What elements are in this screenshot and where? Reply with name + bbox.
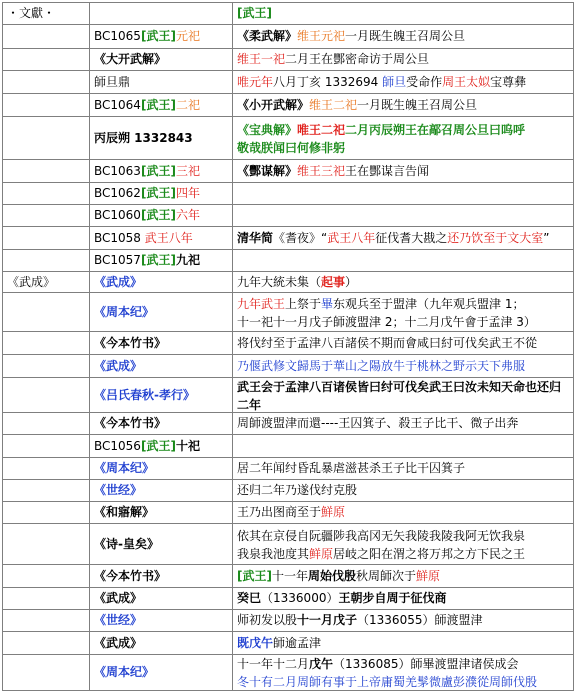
cell-text <box>237 636 321 650</box>
text-segment: BC1056 <box>94 439 141 453</box>
text-segment: 周師渡盟津而還----王囚箕子、殺王子比干、微子出奔 <box>237 416 519 430</box>
table-cell <box>2 331 90 355</box>
text-segment: （1336055）師渡盟津 <box>357 613 483 627</box>
text-segment: 三祀 <box>175 164 200 178</box>
cell-text <box>237 461 465 475</box>
text-segment: 師逾孟津 <box>273 636 322 650</box>
table-cell <box>232 457 574 480</box>
text-segment: 《武成》 <box>94 636 143 650</box>
cell-text <box>94 359 142 373</box>
table-cell <box>232 354 574 378</box>
text-segment: 周始伐殷 <box>308 569 357 583</box>
table-cell <box>232 182 574 205</box>
text-segment: 冬十有二月周師有事于上帝庸蜀羌髳微盧彭濮從周師伐殷 <box>237 675 538 689</box>
table-cell <box>2 501 90 524</box>
text-segment: 师初发以殷 <box>237 613 298 627</box>
table-cell <box>232 249 574 272</box>
table-cell <box>89 523 233 565</box>
text-segment: BC1065 <box>94 29 141 43</box>
text-segment: 《宝典解》 <box>237 123 298 137</box>
table-cell <box>89 354 233 378</box>
text-segment: 唯王二祀 <box>297 123 346 137</box>
text-segment: 征伐耆大戡之 <box>375 231 448 245</box>
text-segment: 既戊午 <box>237 636 274 650</box>
text-segment: 乃偃武修文歸馬于華山之陽放牛于桃林之野示天下弗服 <box>237 359 526 373</box>
text-segment: 居岐之阳在渭之将万邦之方下民之王 <box>333 547 526 561</box>
cell-text <box>94 569 166 583</box>
cell-text <box>94 439 200 453</box>
text-segment: 四年 <box>175 186 200 200</box>
text-segment: 东观兵至于盟津（九年观兵盟津 1； <box>333 297 525 311</box>
text-segment: 维王二祀 <box>309 98 358 112</box>
table-cell <box>232 412 574 435</box>
table-cell <box>232 48 574 71</box>
text-segment: 《武成》 <box>94 591 143 605</box>
text-segment: 依其在京侵自阮疆陟我高冈无矢我陵我陵我阿无饮我泉 <box>237 529 526 543</box>
cell-text <box>94 388 195 402</box>
text-segment: 《吕氏春秋-孝行》 <box>94 388 195 402</box>
table-cell <box>89 457 233 480</box>
table-cell <box>2 609 90 632</box>
text-segment: 维王一祀 <box>237 52 286 66</box>
cell-text <box>237 123 525 137</box>
text-segment: 十一月戊子 <box>297 613 358 627</box>
text-segment: 《今本竹书》 <box>94 336 167 350</box>
table-cell <box>232 479 574 502</box>
text-segment: 《今本竹书》 <box>94 416 167 430</box>
text-segment: 鲜原 <box>309 547 334 561</box>
table-cell <box>232 292 574 332</box>
text-segment: （1336085）師畢渡盟津诸侯成会 <box>333 657 519 671</box>
table-cell <box>2 271 90 293</box>
table-cell <box>2 292 90 332</box>
cell-text <box>237 591 446 605</box>
text-segment: 十祀 <box>175 439 200 453</box>
table-cell <box>232 331 574 355</box>
cell-text <box>237 483 357 497</box>
table-cell <box>89 609 233 632</box>
text-segment: 将伐纣至于孟津八百諸侯不期而會咸曰紂可伐矣武王不從 <box>237 336 538 350</box>
cell-text <box>237 6 272 20</box>
text-segment: 二月丙辰朔王在鄗召周公旦曰呜呼 <box>345 123 526 137</box>
cell-text <box>94 591 142 605</box>
cell-text <box>7 275 55 289</box>
table-cell <box>232 93 574 117</box>
table-cell <box>232 631 574 655</box>
table-cell <box>2 587 90 610</box>
text-segment: BC1057 <box>94 253 141 267</box>
table-cell <box>2 182 90 205</box>
cell-text <box>237 675 537 689</box>
cell-text <box>94 505 154 519</box>
table-cell <box>232 523 574 565</box>
cell-text <box>237 359 525 373</box>
table-cell <box>2 434 90 458</box>
text-segment: 八月丁亥 1332694 <box>273 75 383 89</box>
table-cell <box>89 93 233 117</box>
table-cell <box>2 24 90 49</box>
text-segment: BC1058 <box>94 231 145 245</box>
table-cell <box>2 48 90 71</box>
table-cell <box>89 564 233 588</box>
text-segment: 《酆谋解》 <box>237 164 298 178</box>
text-segment: 我泉我池度其 <box>237 547 310 561</box>
cell-text <box>94 98 200 112</box>
cell-text <box>94 305 154 319</box>
text-segment: [武王] <box>140 29 176 43</box>
text-segment: 元祀 <box>175 29 200 43</box>
text-segment: 周王太姒 <box>442 75 491 89</box>
text-segment: 十一年 <box>271 569 308 583</box>
table-cell <box>89 654 233 691</box>
table-cell <box>2 116 90 160</box>
cell-text <box>94 537 159 551</box>
text-segment: 《周本纪》 <box>94 665 155 679</box>
text-segment: 《周本纪》 <box>94 461 155 475</box>
cell-text <box>237 29 465 43</box>
text-segment: 王在酆谋言告闻 <box>345 164 430 178</box>
cell-text <box>94 461 154 475</box>
cell-text <box>94 275 142 289</box>
text-segment: 癸巳 <box>237 591 262 605</box>
text-segment: 维王三祀 <box>297 164 346 178</box>
cell-text <box>237 315 536 329</box>
text-segment: 清华简 <box>237 231 274 245</box>
table-cell <box>2 93 90 117</box>
cell-text <box>237 529 525 543</box>
table-cell <box>89 479 233 502</box>
table-cell <box>89 412 233 435</box>
table-cell <box>232 609 574 632</box>
text-segment: 武王八年 <box>144 231 193 245</box>
text-segment: 《今本竹书》 <box>94 569 167 583</box>
cell-text <box>237 336 537 350</box>
cell-text <box>237 75 526 89</box>
cell-text <box>237 613 482 627</box>
cell-text <box>237 141 345 155</box>
cell-text <box>237 657 518 671</box>
text-segment: 起事 <box>321 275 346 289</box>
text-segment: 《耆夜》 <box>273 231 322 245</box>
text-segment: 《世经》 <box>94 613 143 627</box>
table-cell <box>89 159 233 183</box>
table-cell <box>232 226 574 250</box>
text-segment: [武王] <box>140 164 176 178</box>
table-cell <box>89 587 233 610</box>
cell-text <box>94 416 166 430</box>
text-segment: 師旦鼎 <box>94 75 131 89</box>
cell-text <box>94 231 193 245</box>
table-cell <box>89 249 233 272</box>
table-cell <box>2 2 90 25</box>
table-cell <box>232 564 574 588</box>
cell-text <box>94 613 142 627</box>
cell-text <box>237 275 357 289</box>
text-segment: 十一年十二月 <box>237 657 310 671</box>
table-cell <box>2 204 90 227</box>
table-cell <box>232 434 574 458</box>
table-cell <box>232 70 574 94</box>
text-segment: 《周本纪》 <box>94 305 155 319</box>
cell-text <box>237 231 550 245</box>
table-cell <box>89 204 233 227</box>
text-segment: 宝尊彝 <box>490 75 527 89</box>
table-cell <box>89 377 233 413</box>
table-cell <box>2 226 90 250</box>
text-segment: 还归二年乃遂伐纣克殷 <box>237 483 358 497</box>
table-cell <box>89 2 233 25</box>
table-cell <box>232 24 574 49</box>
table-cell <box>2 479 90 502</box>
cell-text <box>94 75 130 89</box>
text-segment: 《世经》 <box>94 483 143 497</box>
text-segment: 《武成》 <box>94 275 143 289</box>
cell-text <box>237 297 525 311</box>
table-cell <box>2 412 90 435</box>
cell-text <box>94 131 193 145</box>
text-segment: （1336000） <box>261 591 339 605</box>
text-segment: 《小开武解》 <box>237 98 310 112</box>
table-cell <box>89 24 233 49</box>
text-segment: ・文獻・ <box>7 6 56 20</box>
text-segment: BC1062 <box>94 186 141 200</box>
text-segment: 畢 <box>321 297 334 311</box>
text-segment: 九年大統未集（ <box>237 275 322 289</box>
table-cell <box>89 631 233 655</box>
text-segment: ） <box>345 275 358 289</box>
text-segment: 维王元祀 <box>297 29 346 43</box>
text-segment: 还乃饮至于文大室 <box>447 231 544 245</box>
cell-text <box>94 52 166 66</box>
cell-text <box>237 569 440 583</box>
cell-text <box>7 6 55 20</box>
table-cell <box>2 523 90 565</box>
text-segment: 鮮原 <box>321 505 346 519</box>
cell-text <box>237 505 345 519</box>
table-cell <box>232 587 574 610</box>
text-segment: 丙辰朔 1332843 <box>94 131 193 145</box>
text-segment: 《武成》 <box>7 275 56 289</box>
text-segment: “ <box>321 231 328 245</box>
text-segment: 戊午 <box>309 657 334 671</box>
text-segment: 《柔武解》 <box>237 29 298 43</box>
table-cell <box>2 377 90 413</box>
text-segment: 居二年闻纣昏乱暴虐滋甚杀王子比干囚箕子 <box>237 461 466 475</box>
table-cell <box>2 354 90 378</box>
text-segment: 二月王在酆密命访于周公旦 <box>285 52 430 66</box>
table-cell <box>232 377 574 413</box>
text-segment: 受命作 <box>406 75 443 89</box>
table-cell <box>89 434 233 458</box>
text-segment: [武王] <box>140 253 176 267</box>
table-cell <box>2 457 90 480</box>
cell-text <box>237 398 261 412</box>
text-segment: 《诗-皇矣》 <box>94 537 159 551</box>
cell-text <box>94 665 154 679</box>
table-cell <box>89 48 233 71</box>
cell-text <box>94 636 142 650</box>
table-cell <box>89 226 233 250</box>
table-cell <box>232 654 574 691</box>
text-segment: 九年武王 <box>237 297 286 311</box>
text-segment: 《和寤解》 <box>94 505 155 519</box>
text-segment: [武王] <box>237 6 272 20</box>
cell-text <box>237 98 477 112</box>
text-segment: 師旦 <box>382 75 407 89</box>
table-cell <box>2 654 90 691</box>
text-segment: 《武成》 <box>94 359 143 373</box>
text-segment: 秋周師次于 <box>356 569 417 583</box>
cell-text <box>237 52 429 66</box>
cell-text <box>94 483 142 497</box>
text-segment: 武王会于孟津八百诸侯皆曰纣可伐矣武王曰汝未知天命也还归 <box>237 380 562 394</box>
table-cell <box>2 70 90 94</box>
table-cell <box>2 564 90 588</box>
text-segment: 武王八年 <box>327 231 376 245</box>
table-cell <box>232 2 574 25</box>
table-cell <box>232 271 574 293</box>
text-segment: 十一祀十一月戊子師渡盟津 2；十二月戊午會于孟津 3） <box>237 315 536 329</box>
table-cell <box>89 271 233 293</box>
text-segment: 王乃出图商至于 <box>237 505 322 519</box>
table-cell <box>89 292 233 332</box>
table-cell <box>2 159 90 183</box>
cell-text <box>94 186 200 200</box>
text-segment: [武王] <box>140 98 176 112</box>
text-segment: 九祀 <box>175 253 200 267</box>
cell-text <box>237 380 561 394</box>
text-segment: 一月既生魄王召周公旦 <box>345 29 466 43</box>
table-cell <box>89 501 233 524</box>
table-cell <box>2 631 90 655</box>
text-segment: BC1060 <box>94 208 141 222</box>
table-cell <box>232 116 574 160</box>
text-segment: 六年 <box>175 208 200 222</box>
cell-text <box>94 336 166 350</box>
table-cell <box>232 501 574 524</box>
table-cell <box>89 331 233 355</box>
table-cell <box>232 159 574 183</box>
table-cell <box>2 249 90 272</box>
text-segment: [武王] <box>140 208 176 222</box>
text-segment: 鮮原 <box>416 569 441 583</box>
cell-text <box>237 547 525 561</box>
text-segment: 二祀 <box>175 98 200 112</box>
text-segment: 王朝步自周于征伐商 <box>338 591 447 605</box>
cell-text <box>94 164 200 178</box>
table-cell <box>89 116 233 160</box>
text-segment: 唯元年 <box>237 75 274 89</box>
table-cell <box>89 70 233 94</box>
cell-text <box>94 208 200 222</box>
text-segment: [武王] <box>140 186 176 200</box>
table-cell <box>89 182 233 205</box>
text-segment: 敬哉朕闻曰何修非躬 <box>237 141 346 155</box>
text-segment: 上祭于 <box>285 297 322 311</box>
text-segment: [武王] <box>237 569 272 583</box>
text-segment: ” <box>543 231 550 245</box>
text-segment: 二年 <box>237 398 262 412</box>
cell-text <box>94 29 200 43</box>
text-segment: 《大开武解》 <box>94 52 167 66</box>
text-segment: BC1063 <box>94 164 141 178</box>
table-cell <box>232 204 574 227</box>
cell-text <box>237 416 518 430</box>
text-segment: 一月既生魄王召周公旦 <box>357 98 478 112</box>
cell-text <box>94 253 200 267</box>
text-segment: BC1064 <box>94 98 141 112</box>
text-segment: [武王] <box>140 439 176 453</box>
cell-text <box>237 164 429 178</box>
